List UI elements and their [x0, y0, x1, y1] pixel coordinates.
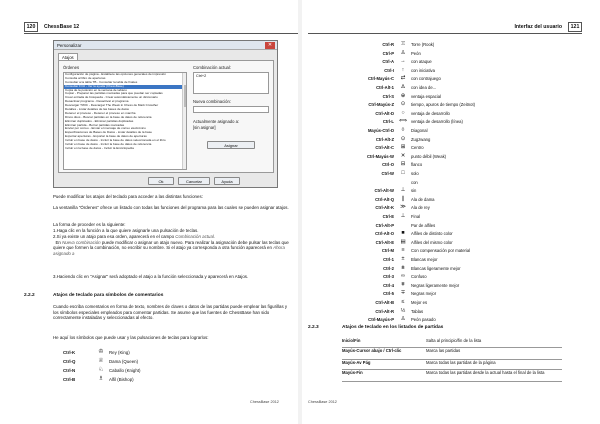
partidas-row — [342, 348, 562, 360]
annotation-symbol-icon: ⊥ — [400, 213, 406, 219]
scroll-thumb[interactable] — [184, 85, 187, 107]
shortcut-key: Ctrl-K — [63, 350, 76, 355]
assigned-label: Actualmente asignado a: — [193, 119, 240, 124]
shortcut-key: Ctrl-Mayús-Z — [368, 102, 394, 108]
annotation-symbol-icon: ⇄ — [400, 75, 406, 82]
shortcut-row — [342, 315, 502, 324]
shortcut-description: Tablas — [411, 308, 424, 314]
new-combo-input[interactable] — [193, 106, 269, 113]
symbol-row — [63, 348, 223, 357]
shortcut-description: Blancas mejor — [411, 257, 438, 262]
shortcut-key: Mayús-Ctrl-D — [367, 128, 394, 133]
shortcut-key: Ctrl-Alt-E — [375, 239, 394, 245]
shortcut-key: Ctrl-P — [382, 50, 394, 56]
shortcut-key: Ctrl-Alt-P — [375, 222, 394, 228]
annotation-symbol-icon: ♖ — [400, 41, 406, 47]
assigned-value: [sin asignar] — [193, 125, 216, 130]
shortcut-description: con ataque — [411, 59, 432, 65]
annotation-symbol-icon: ∓ — [400, 290, 406, 297]
footer: ChessBase 2012 — [250, 400, 279, 404]
close-icon[interactable]: ✕ — [265, 42, 275, 49]
shortcut-key: Ctrl-Alt-Q — [375, 196, 394, 202]
annotation-symbol-icon: ◊ — [401, 127, 405, 133]
current-combo-box[interactable]: Ctrl+2 — [193, 72, 269, 94]
running-title: Interfaz del usuario — [514, 24, 562, 30]
partidas-description: Marca las partidas — [426, 348, 461, 353]
partidas-description: Salta al principio/fin de la lista — [426, 338, 482, 343]
annotation-symbol-icon: ⊟ — [400, 161, 406, 168]
command-row[interactable]: Incluir en la base de datos - Incluir la Enciclopedia — [65, 146, 134, 150]
shortcut-description: Final — [411, 214, 421, 219]
shortcut-description: Blancas ligeramente mejor — [411, 265, 461, 271]
shortcut-description: con — [411, 179, 418, 185]
command-row[interactable]: Enviar por correo - Enviar el mensaje de correo electrónico — [65, 127, 146, 131]
annotation-symbol-icon: ≫ — [400, 204, 406, 211]
step-2-body: puede modificar o asignar un atajo nuevo. Para realizar la asignación debe pulsar las teclas que quiere que formen la combinación, no escribir su nombre. Si el atajo ya corresponda a otra función aparecerá en — [53, 239, 289, 251]
shortcut-description: ventaja espacial — [411, 93, 442, 99]
annotation-symbol-icon: ⩱ — [401, 281, 405, 288]
partidas-table — [342, 338, 562, 382]
annotation-symbol-icon: → — [400, 58, 406, 65]
section-number: 2.2.2 — [24, 293, 35, 298]
step-2-field-current: Combinación actual. — [175, 234, 216, 239]
partidas-row — [342, 370, 562, 382]
annotation-symbol-icon: ▤ — [400, 238, 406, 245]
command-row[interactable]: Consultar Fritz - Ver la ayuda (ChessBase) — [64, 85, 186, 89]
shortcut-key: Ctrl-B — [63, 377, 76, 382]
shortcut-description: Confuso — [411, 274, 427, 280]
partidas-description: Marca todas las partidas de la página — [426, 360, 496, 365]
shortcut-key: Ctrl-Alt-C — [375, 145, 394, 151]
shortcut-key: Ctrl-N — [63, 368, 76, 373]
annotation-symbol-icon: ∥ — [401, 195, 405, 202]
section-number: 2.2.3 — [308, 325, 319, 330]
annotation-symbol-icon: ♙ — [400, 316, 406, 323]
step-3: 3.Haciendo clic en "Asignar" será adoptado el atajo a la función seleccionada y aparecerá en Atajos. — [53, 274, 249, 279]
running-header — [308, 24, 582, 34]
step-2 — [53, 234, 293, 257]
assign-button[interactable]: Asignar — [207, 141, 255, 149]
paragraph-procedure: La forma de proceder es la siguiente: — [53, 222, 126, 227]
shortcut-key: Ctrl-Alt-D — [375, 110, 394, 116]
dialog-panel — [58, 60, 274, 173]
command-row[interactable]: Exportar aperturas - Exportar la base de datos de aperturas — [65, 135, 147, 139]
shortcut-key: Ctrl-Mayús-P — [368, 317, 394, 323]
shortcut-description: Zugzwang — [411, 136, 431, 142]
shortcut-description: Centro — [411, 145, 424, 151]
annotation-symbol-icon: ⊙ — [400, 135, 406, 142]
command-row[interactable]: Eliminar partida - Borrar partidas marcadas — [65, 123, 125, 127]
annotation-symbol-icon: ≡ — [401, 247, 405, 254]
shortcut-key: Ctrl-Mayús-W — [367, 153, 394, 159]
annotation-symbol-icon: ∆ — [401, 84, 405, 90]
partidas-key: Mayús-Cursor abajo / Ctrl-clic — [342, 348, 402, 353]
annotation-symbol-icon: ± — [401, 256, 405, 262]
annotation-symbol-icon: ⊥ — [400, 187, 406, 194]
annotation-symbol-icon: ↑ — [401, 66, 405, 73]
shortcut-key: Ctrl-Q — [63, 359, 76, 364]
cancel-button[interactable]: Cancelar — [178, 177, 210, 185]
piece-icon: ♔ — [98, 349, 104, 355]
partidas-row — [342, 338, 562, 348]
shortcut-key: Ctrl-O — [382, 162, 394, 168]
shortcut-key: Ctrl-Alt-O — [375, 231, 394, 237]
help-button[interactable]: Ayuda — [214, 177, 240, 185]
shortcut-description: Negras mejor — [411, 291, 437, 297]
shortcut-description: Peón pasado — [411, 317, 436, 323]
annotation-symbol-icon: ⊞ — [400, 144, 406, 151]
annotation-symbol-icon: ½ — [400, 307, 406, 314]
shortcut-description: con idea de... — [411, 85, 437, 90]
shortcut-key: Ctrl-L — [382, 119, 394, 125]
command-row[interactable]: Incluir en base de datos - Incluir la base de datos de referencia — [65, 143, 152, 147]
shortcut-key: Ctrl-Alt-K — [375, 205, 394, 211]
annotation-symbol-icon: ≤ — [401, 299, 405, 305]
dialog-title: Personalizar — [54, 41, 277, 50]
shortcut-description: Torre (Rook) — [411, 42, 435, 47]
commands-scrollbar[interactable] — [182, 73, 186, 170]
partidas-description: Marca todas las partidas desde la actual hasta el final de la lista — [426, 370, 545, 375]
section-title: Atajos de teclado en los listados de partidas — [342, 325, 444, 330]
shortcut-description: flanco — [411, 162, 423, 168]
shortcut-description: solo — [411, 171, 419, 176]
command-row[interactable]: Detalles - Listar detalles de las bases de datos — [65, 108, 129, 112]
annotation-symbol-icon: ✕ — [400, 152, 406, 159]
shortcut-key: Ctrl-Mayús-C — [367, 76, 394, 82]
shortcut-description: sin — [411, 188, 417, 194]
shortcut-key: Ctrl-W — [381, 171, 394, 176]
shortcut-description: Alfiles del mismo color — [411, 239, 453, 245]
step-2-field-assigned: Ahora asignado a — [53, 245, 285, 257]
partidas-key: Inicio/Fin — [342, 338, 361, 343]
shortcut-description: tiempo, apuros de tiempo (Zeitnot) — [411, 102, 476, 108]
symbol-description: Dama (Queen) — [109, 359, 139, 364]
ok-button[interactable]: Ok — [148, 177, 174, 185]
shortcut-description: Diagonal — [411, 128, 428, 133]
command-row[interactable]: Incluir en base de datos - Incluir la base de datos seleccionada en el libro — [65, 139, 166, 143]
command-row[interactable]: Detener el proceso - Detener el proceso en marcha — [65, 111, 136, 115]
right-page — [302, 0, 600, 424]
step-2-text: 2.Si ya existe un atajo para esa orden, aparecerá en el campo — [53, 234, 175, 239]
command-row[interactable]: Dinos dúos - Buscar partidas en la base de datos de referencia — [65, 115, 152, 119]
shortcut-key: Ctrl-Alt-Z — [375, 136, 394, 142]
section-title: Atajos de teclado para símbolos de comentarios — [53, 293, 164, 298]
shortcut-key: Ctrl-1 — [383, 257, 394, 262]
shortcut-description: Par de alfiles — [411, 222, 436, 228]
symbol-description: Caballo (Knight) — [109, 368, 141, 373]
annotation-symbol-icon: ♙ — [400, 49, 406, 56]
command-row[interactable]: Descargar TWIC - Descargar The Week in Chess de Mark Crowther — [65, 104, 159, 108]
commands-list[interactable] — [63, 72, 187, 170]
shortcut-description: Alfiles de distinto color — [411, 231, 453, 237]
piece-icon: ♕ — [98, 358, 104, 364]
symbol-row — [63, 375, 223, 384]
command-row[interactable]: Configuración de página - Establece las opciones generales de impresión — [65, 73, 166, 76]
annotation-symbol-icon: ⊕ — [400, 92, 406, 99]
shortcut-description: Ala de rey — [411, 205, 430, 211]
shortcut-key: Ctrl-Alt-B — [375, 300, 394, 305]
command-row[interactable]: Consultar a la tabla TB - Consultar la tabla de finales — [65, 80, 138, 84]
commands-label: Órdenes — [63, 65, 80, 70]
command-row[interactable]: Especificaciones de Bases de Datos - Listar detalles de la base — [65, 131, 153, 135]
annotation-symbol-icon: ⟺ — [399, 118, 407, 125]
shortcut-key: Ctrl-5 — [383, 291, 394, 297]
section-body: Cuando escriba comentarios en forma de texto, nombres de claves o datos de las partidas puede emplear las figurillas y los símbolos especiales empleados para comentar partidas. Se asume que las fuentes de ChessBase han sido correctamente instaladas y seleccionadas al efecto. — [53, 304, 288, 321]
piece-icon: ♘ — [98, 367, 104, 373]
command-row[interactable]: Eliminar duplicados - Eliminar partidas duplicadas — [65, 119, 134, 123]
command-row[interactable]: Crear entrada de búsqueda - Crear automáticamente un diccionario — [65, 96, 158, 100]
paragraph-intro: Puede modificar los atajos del teclado para acceder a las distintas funciones: — [53, 194, 203, 199]
partidas-key: Mayús-Fin — [342, 370, 363, 375]
command-row[interactable]: Consulta al libro de aperturas — [65, 76, 106, 80]
shortcut-key: Ctrl-4 — [383, 282, 394, 288]
annotation-symbol-icon: ⊙ — [400, 101, 406, 108]
left-page — [0, 0, 298, 424]
annotation-symbol-icon: ■ — [401, 230, 405, 237]
shortcut-key: Ctrl-R — [382, 42, 394, 47]
current-combo-label: Combinación actual: — [193, 65, 231, 70]
shortcut-key: Ctrl-Alt-W — [374, 188, 394, 194]
customize-dialog — [53, 40, 278, 188]
running-title: ChessBase 12 — [44, 24, 80, 30]
annotation-symbol-icon: □ — [401, 170, 405, 176]
symbol-description: Rey (King) — [109, 350, 130, 355]
shortcut-key: Ctrl-E — [382, 214, 394, 219]
annotation-symbol-icon: ○ — [401, 109, 405, 116]
footer: ChessBase 2012 — [308, 400, 337, 404]
shortcut-key: Ctrl-Alt-R — [375, 308, 394, 314]
symbol-row — [63, 357, 223, 366]
shortcut-description: Con compensación por material — [411, 248, 471, 254]
shortcut-key: Ctrl-2 — [383, 265, 394, 271]
command-row[interactable]: Desactivar programa - Desactivar el programa — [65, 100, 129, 104]
shortcut-description: Ala de dama — [411, 196, 435, 202]
shortcut-description: punto débil (Weak) — [411, 153, 447, 159]
command-row[interactable]: Copiar - Preparar las partidas marcadas para que puedan ser copiadas — [65, 92, 163, 96]
shortcut-key: Ctrl-3 — [383, 274, 394, 280]
symbol-row — [63, 366, 223, 375]
piece-icon: ♗ — [98, 376, 104, 382]
tab-shortcuts[interactable]: Atajos — [58, 53, 78, 60]
shortcut-description: Peón — [411, 50, 421, 56]
shortcut-description: ventaja de desarrollo (línea) — [411, 119, 463, 125]
step-1: 1.Haga clic en la función a la que quiere asignarle una pulsación de teclas. — [53, 228, 199, 233]
shortcut-key: Ctrl-S — [382, 93, 394, 99]
shortcut-description: con iniciativa — [411, 67, 435, 73]
new-combo-label: Nueva combinación: — [193, 99, 231, 104]
step-2-in: En — [55, 239, 61, 245]
shortcut-description: Negras ligeramente mejor — [411, 282, 460, 288]
shortcut-description: con contrajuego — [411, 76, 441, 82]
section-intro: He aquí los símbolos que puede usar y las pulsaciones de teclas para lograrlos: — [53, 335, 209, 340]
shortcut-key: Ctrl-I — [384, 67, 394, 73]
annotation-symbol-icon: ⩲ — [401, 264, 405, 271]
shortcut-description: ventaja de desarrollo — [411, 110, 450, 116]
paragraph-commands: La ventanilla "Órdenes" ofrece un listado con todas las funciones del programa para las cuales se pueden asignar atajos. — [53, 205, 289, 210]
step-2-field-new: Nueva combinación — [62, 239, 101, 245]
shortcut-description: Mejor es — [411, 300, 428, 305]
partidas-row — [342, 360, 562, 370]
shortcut-key: Ctrl-M — [381, 248, 394, 254]
symbol-description: Alfil (Bishop) — [109, 377, 134, 382]
running-header — [24, 24, 298, 34]
command-row[interactable]: Copia de la posición en la ventana de tablero — [65, 88, 127, 92]
page-number: 121 — [568, 22, 582, 32]
annotation-symbol-icon: ∞ — [401, 273, 405, 280]
shortcut-key: Ctrl-Alt-1 — [376, 85, 394, 90]
partidas-key: Mayús-Av Pág — [342, 360, 371, 365]
page-number: 120 — [24, 22, 38, 32]
shortcut-key: Ctrl-A — [382, 59, 394, 65]
